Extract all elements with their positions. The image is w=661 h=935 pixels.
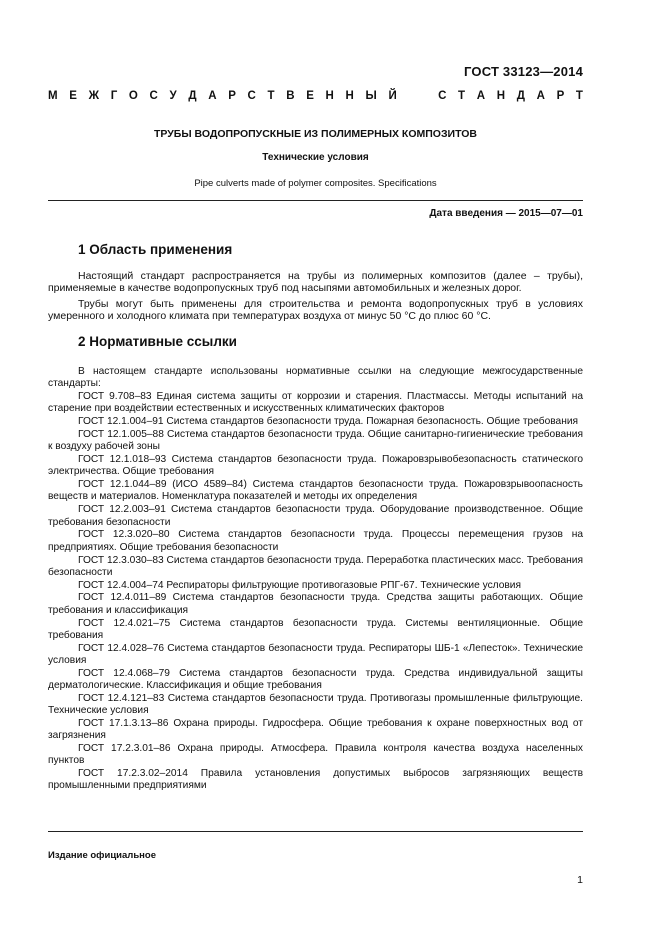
heading-letter: Р — [556, 90, 565, 102]
heading-letter: О — [128, 90, 138, 102]
scope-paragraph-2 — [48, 298, 583, 323]
heading-letter: С — [438, 90, 447, 102]
reference-item — [48, 718, 583, 743]
normative-references-list — [48, 366, 583, 793]
section-heading-references: 2 Нормативные ссылки — [78, 334, 237, 349]
reference-text: ГОСТ 12.4.028–76 Система стандартов безопасности труда. Респираторы ШБ-1 «Лепесток». Технические условия — [48, 642, 583, 666]
scope-paragraph-1-text: Настоящий стандарт распространяется на трубы из полимерных композитов (далее – трубы), применяемые в качестве водопропускных труб под насыпями автомобильных и железных дорог. — [48, 270, 583, 295]
reference-item — [48, 618, 583, 643]
heading-letter: А — [476, 90, 486, 102]
reference-text: ГОСТ 12.2.003–91 Система стандартов безопасности труда. Оборудование производственное. Общие требования безопасности — [48, 504, 583, 528]
heading-letter: Е — [69, 90, 77, 102]
scope-paragraph-1 — [48, 270, 583, 295]
reference-item — [48, 668, 583, 693]
heading-letter: У — [169, 90, 177, 102]
heading-letter: Ж — [88, 90, 100, 102]
reference-item — [48, 504, 583, 529]
references-intro — [48, 366, 583, 391]
reference-item — [48, 580, 583, 592]
reference-item — [48, 529, 583, 554]
reference-item — [48, 454, 583, 479]
official-edition-label: Издание официальное — [48, 850, 156, 861]
reference-item — [48, 479, 583, 504]
standard-type-heading — [48, 90, 583, 102]
english-title: Pipe culverts made of polymer composites. Specifications — [194, 178, 437, 189]
reference-text: ГОСТ 17.2.3.02–2014 Правила установления допустимых выбросов загрязняющих веществ промышленными предприятиями — [48, 768, 583, 792]
reference-item — [48, 592, 583, 617]
reference-text: ГОСТ 12.4.021–75 Система стандартов безопасности труда. Системы вентиляционные. Общие требования — [48, 617, 583, 641]
heading-letter: Д — [516, 90, 525, 102]
header-divider — [48, 200, 583, 201]
reference-text: ГОСТ 12.4.004–74 Респираторы фильтрующие противогазовые РПГ-67. Технические условия — [78, 579, 522, 591]
reference-item — [48, 429, 583, 454]
section-heading-scope: 1 Область применения — [78, 242, 233, 257]
document-subtitle: Технические условия — [262, 152, 369, 163]
reference-item — [48, 391, 583, 416]
reference-text: ГОСТ 12.4.121–83 Система стандартов безопасности труда. Противогазы промышленные фильтрующие. Технические условия — [48, 692, 583, 717]
heading-letter: Д — [188, 90, 197, 102]
heading-letter: Н — [496, 90, 506, 102]
gost-id: ГОСТ 33123—2014 — [464, 64, 583, 79]
heading-letter: М — [48, 90, 58, 102]
reference-text: ГОСТ 12.3.020–80 Система стандартов безопасности труда. Процессы перемещения грузов на предприятиях. Общие требования безопасности — [48, 529, 583, 553]
reference-item — [48, 555, 583, 580]
reference-text: ГОСТ 17.1.3.13–86 Охрана природы. Гидросфера. Общие требования к охране поверхностных вод от загрязнения — [48, 717, 583, 742]
reference-item — [48, 743, 583, 768]
reference-text: ГОСТ 12.1.044–89 (ИСО 4589–84) Система стандартов безопасности труда. Пожаровзрывоопасность веществ и материалов. Номенклатура показателей и методы их определения — [48, 479, 583, 503]
footer-divider — [48, 831, 583, 832]
reference-text: ГОСТ 17.2.3.01–86 Охрана природы. Атмосфера. Правила контроля качества воздуха населенных пунктов — [48, 743, 583, 767]
heading-letter: В — [286, 90, 295, 102]
reference-item — [48, 643, 583, 668]
page-number: 1 — [577, 874, 583, 886]
introduction-date: Дата введения — 2015—07—01 — [429, 208, 583, 219]
heading-letter: Н — [325, 90, 334, 102]
heading-letter: Р — [228, 90, 236, 102]
heading-letter: С — [149, 90, 158, 102]
reference-item — [48, 416, 583, 428]
reference-text: ГОСТ 12.4.011–89 Система стандартов безопасности труда. Средства защиты работающих. Общие требования и классификация — [48, 592, 583, 616]
reference-text: ГОСТ 12.3.030–83 Система стандартов безопасности труда. Переработка пластических масс. Требования безопасности — [48, 554, 583, 578]
heading-letter: Н — [345, 90, 354, 102]
heading-letter: Й — [388, 90, 397, 102]
reference-text: ГОСТ 12.1.005–88 Система стандартов безопасности труда. Общие санитарно-гигиенические требования к воздуху рабочей зоны — [48, 429, 583, 453]
reference-item — [48, 693, 583, 718]
heading-letter: Т — [458, 90, 466, 102]
heading-letter: С — [247, 90, 256, 102]
heading-letter: Е — [306, 90, 314, 102]
heading-letter: А — [208, 90, 217, 102]
document-title: ТРУБЫ ВОДОПРОПУСКНЫЕ ИЗ ПОЛИМЕРНЫХ КОМПОЗИТОВ — [154, 128, 477, 140]
references-intro-text: В настоящем стандарте использованы нормативные ссылки на следующие межгосударственные стандарты: — [48, 366, 583, 390]
heading-letter: Ы — [365, 90, 377, 102]
reference-item — [48, 768, 583, 793]
heading-letter: Т — [575, 90, 583, 102]
reference-text: ГОСТ 12.4.068–79 Система стандартов безопасности труда. Средства индивидуальной защиты дерматологические. Классификация и общие требования — [48, 667, 583, 691]
heading-letter: А — [536, 90, 545, 102]
word-gap — [408, 90, 426, 102]
reference-text: ГОСТ 9.708–83 Единая система защиты от коррозии и старения. Пластмассы. Методы испытаний на старение при воздействии естественных и искусственных климатических факторов — [48, 391, 583, 415]
reference-text: ГОСТ 12.1.018–93 Система стандартов безопасности труда. Пожаровзрывобезопасность статического электричества. Общие требования — [48, 454, 583, 478]
reference-text: ГОСТ 12.1.004–91 Система стандартов безопасности труда. Пожарная безопасность. Общие требования — [78, 416, 579, 428]
scope-paragraph-2-text: Трубы могут быть применены для строительства и ремонта водопропускных труб в условиях умеренного и холодного климата при температурах воздуха от минус 50 °С до плюс 60 °С. — [48, 298, 583, 323]
heading-letter: Г — [110, 90, 118, 102]
heading-letter: Т — [267, 90, 275, 102]
